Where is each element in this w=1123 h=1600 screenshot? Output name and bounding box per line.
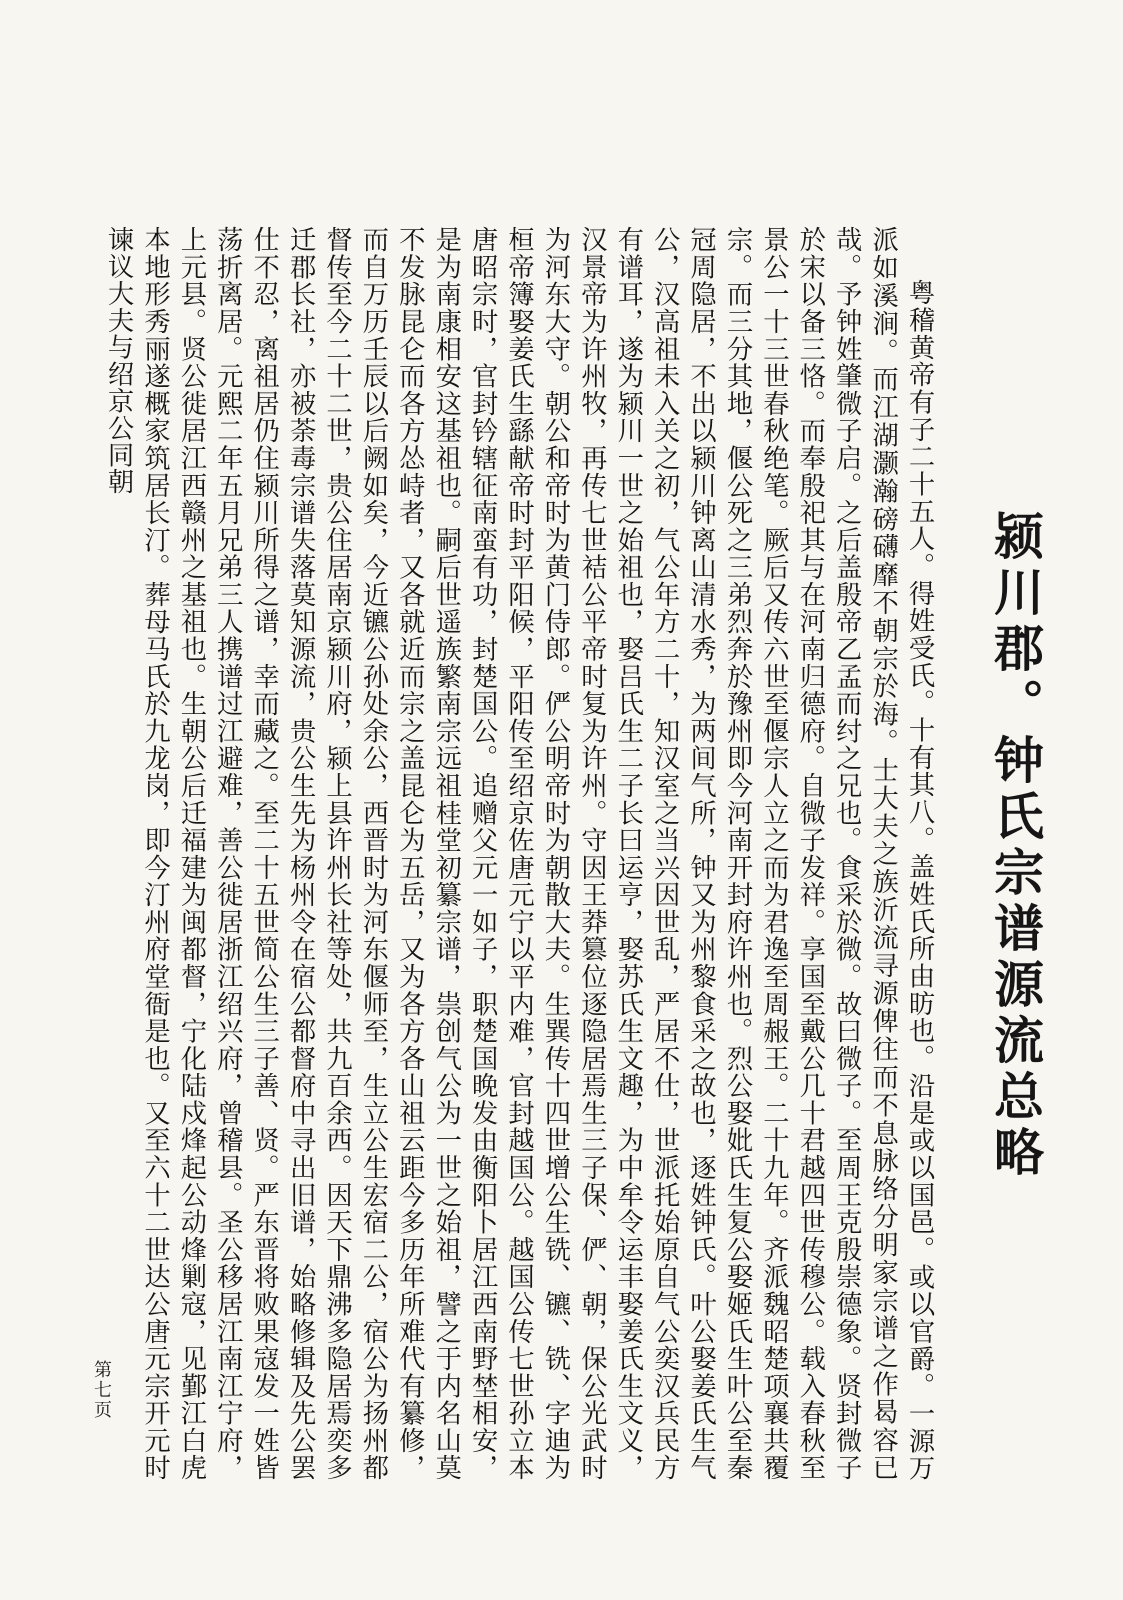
- paragraph: 粤稽黄帝有子二十五人。得姓受氏。十有其八。盖姓氏所由昉也。沿是或以国邑。或以官爵。一源万派如溪涧。而江湖灏瀚磅礴靡不朝宗於海。士大夫之族沂流寻源俾往而不息脉络分明家宗谱之作曷容已哉。予钟姓肇微子启。之后盖殷帝乙孟而纣之兄也。食采於微。故曰微子。至周王克殷崇德象。贤封微子於宋以备三恪。而奉殷祀其与在河南归德府。自微子发祥。享国至戴公几十君越四世传穆公。载入春秋至景公一十三世春秋绝笔。厥后又传六世至偃宗人立之而为君逸至周赧王。二十九年。齐派魏昭楚项襄共覆宗。而三分其地，偃公死之三弟烈奔於豫州即今河南开封府许州也。烈公娶妣氏生复公娶姬氏生叶公至秦冠周隐居，不出以颍川钟离山清水秀，为两间气所，钟又为州黎食采之故也，逐姓钟氏。叶公娶姜氏生气公，汉高祖未入关之初，气公年方二十，知汉室之当兴因世乱，严居不仕，世派托始原自气公奕汉兵民方有谱耳，遂为颍川一世之始祖也，娶吕氏生二子长曰运亨，娶苏氏生文趣，为中牟令运丰娶姜氏生文义，汉景帝为许州牧，再传七世袺公平帝时复为许州。守因王莽篡位逐隐居焉生三子保、俨、朝，保公光武时为河东大守。朝公和帝时为黄门侍郎。俨公明帝时为朝散大夫。生巽传十四世增公生铣、镳、铣、字迪为桓帝簿娶姜氏生繇献帝时封平阳候，平阳传至绍京佐唐元宁以平内难，官封越国公。越国公传七世孙立本唐昭宗时，官封钤辖征南蛮有功，封楚国公。追赠父元一如子，职楚国晚发由衡阳卜居江西南野埜相安，是为南康相安这基祖也。嗣后世遥族繁南宗远祖桂堂初纂宗谱，祟创气公为一世之始祖，譬之于内名山莫不发脉昆仑而各方怂峙者，又各就近而宗之盖昆仑为五岳，又为各方各山祖云距今多历年所难代有纂修，而自万历壬辰以后阙如矣，今近镳公孙处余公，西晋时为河东偃师至，生立公生宏宿二公，宿公为扬州都督传至今二十二世，贵公住居南京颍川府，颍上县许州长社等处，共九百余西。因天下鼎沸多隐居焉奕多迁郡长社，亦被荼毒宗谱失落莫知源流，贵公生先为杨州令在宿公都督府中寻出旧谱，始略修辑及先公罢仕不忍，离祖居仍住颍川所得之谱，幸而藏之。至二十五世简公生三子善、贤。严东晋将败果寇发一姓皆荡折离居。元熙二年五月兄弟三人携谱过江避难，善公徙居浙江绍兴府，曾稽县。圣公移居江南江宁府，上元县。贤公徙居江西赣州之基祖也。生朝公后迁福建为闽都督，宁化陆戍烽起公动烽剿寇，见鄞江白虎本地形秀丽遂概家筑居长汀。葬母马氏於九龙岗，即今汀州府堂衙是也。又至六十二世达公唐元宗开元时谏议大夫与绍京公同朝: [103, 226, 934, 1481]
- page-number: 第七页: [91, 1360, 112, 1420]
- body-text: [103, 226, 937, 1481]
- page-title: 颍川郡。钟氏宗谱源流总略: [986, 510, 1045, 1182]
